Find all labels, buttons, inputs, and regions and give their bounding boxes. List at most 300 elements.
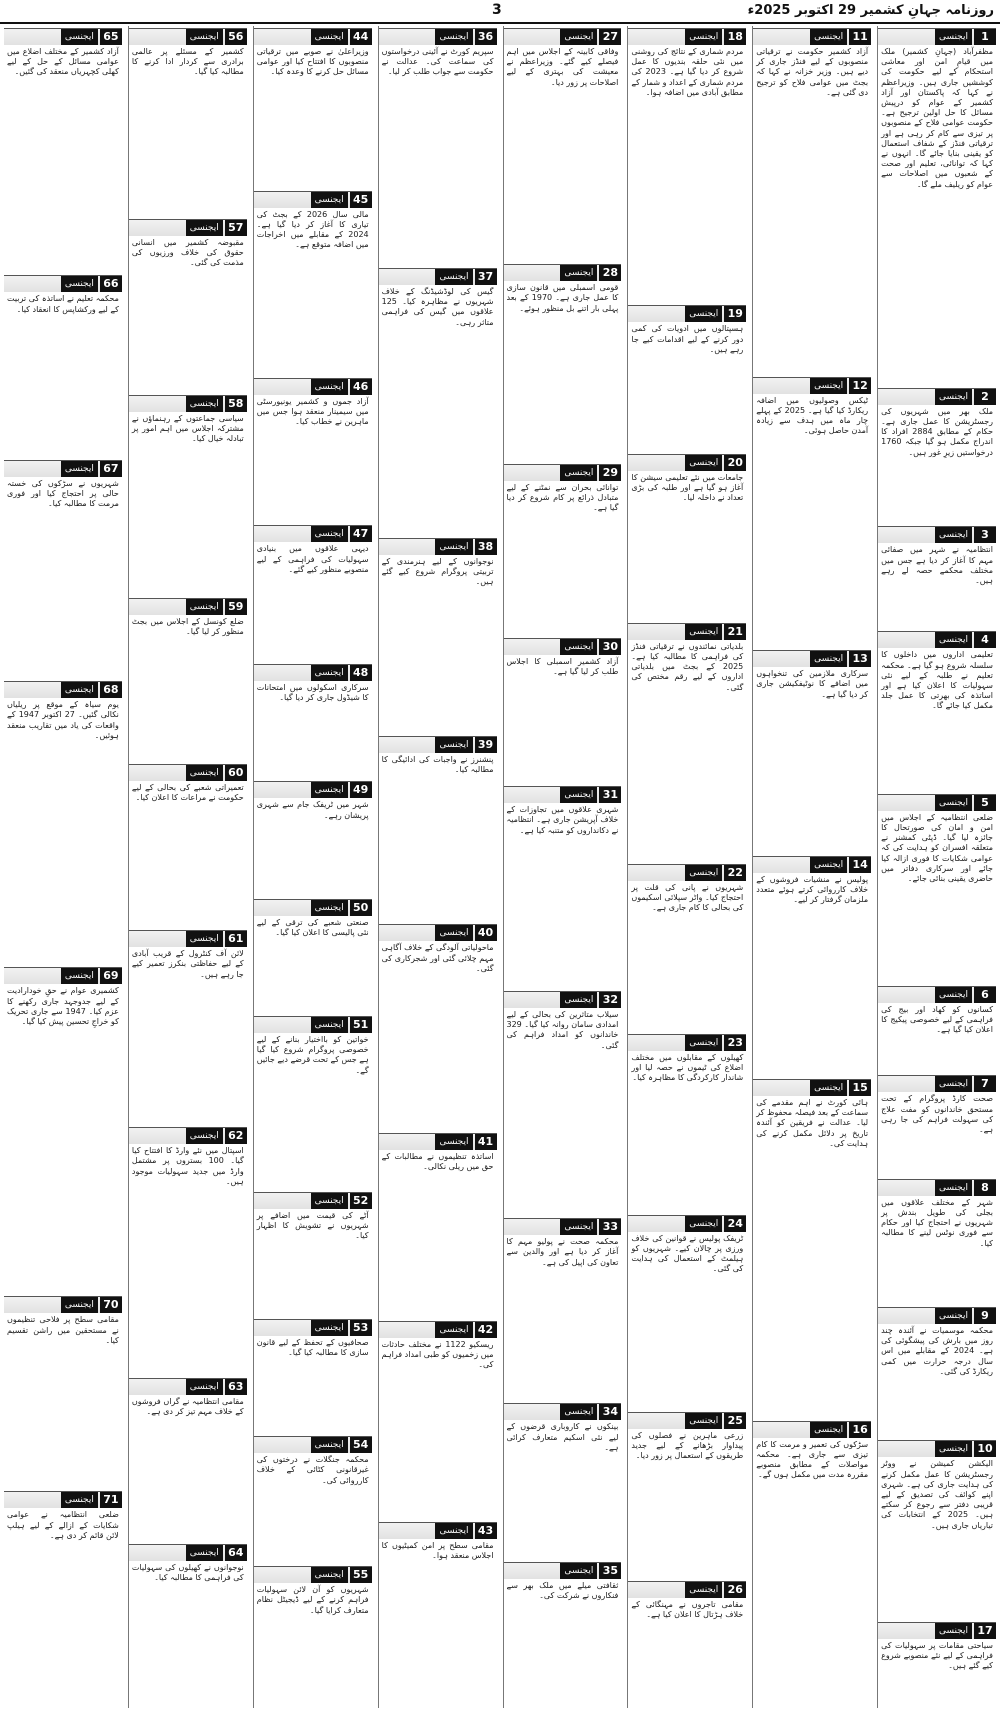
news-item-number: 33 bbox=[599, 1219, 621, 1235]
news-item-number: 47 bbox=[350, 526, 372, 542]
news-item-number: 55 bbox=[350, 1567, 372, 1583]
news-item-tag: ایجنسی bbox=[935, 987, 972, 1003]
news-item-text: سپریم کورٹ نے آئینی درخواستوں کی سماعت کی۔ عدالت نے حکومت سے جواب طلب کر لیا۔ bbox=[381, 47, 494, 77]
news-item-number: 22 bbox=[724, 865, 746, 881]
news-item-text: وزیراعلیٰ نے صوبے میں ترقیاتی منصوبوں کا افتتاح کیا اور عوامی مسائل حل کرنے کا وعدہ کیا۔ bbox=[256, 47, 369, 77]
news-item-number: 64 bbox=[225, 1545, 247, 1561]
news-item bbox=[628, 1213, 746, 1410]
news-item-tag: ایجنسی bbox=[935, 29, 972, 45]
news-item-header bbox=[379, 268, 497, 285]
news-item-text: سرکاری اسکولوں میں امتحانات کا شیڈول جاری کر دیا گیا۔ bbox=[256, 683, 369, 703]
news-item-tag: ایجنسی bbox=[810, 1422, 847, 1438]
news-item-header bbox=[628, 623, 746, 640]
news-item bbox=[504, 784, 622, 989]
news-item-text: الیکشن کمیشن نے ووٹر رجسٹریشن کا عمل مکمل کرنے کی ہدایت جاری کی ہے۔ شہری اپنے کوائف کی تصدیق کے لیے قریبی دفتر سے رجوع کر سکتے ہیں۔ 2025 کے انتخابات کی تیاریاں جاری ہیں۔ bbox=[881, 1459, 994, 1530]
news-item bbox=[628, 1579, 746, 1708]
masthead bbox=[0, 0, 1000, 24]
news-item-tag: ایجنسی bbox=[186, 1379, 223, 1395]
news-item-number: 41 bbox=[475, 1134, 497, 1150]
news-item-text: محکمہ جنگلات نے درختوں کی غیرقانونی کٹائی کے خلاف کارروائی کی۔ bbox=[256, 1455, 369, 1485]
news-item-number: 58 bbox=[225, 396, 247, 412]
news-item-number: 2 bbox=[974, 389, 996, 405]
news-item-text: یوم سیاہ کے موقع پر ریلیاں نکالی گئیں۔ 27 اکتوبر 1947 کے واقعات کی یاد میں تقاریب منعقد ہوئیں۔ bbox=[7, 700, 119, 740]
news-item-text: ریسکیو 1122 نے مختلف حادثات میں زخمیوں کو طبی امداد فراہم کی۔ bbox=[381, 1339, 494, 1370]
news-item-text: ملک بھر میں شہریوں کی رجسٹریشن کا عمل جاری ہے۔ حکام کے مطابق 2884 افراد کا اندراج مکمل ہو گیا جبکہ 1760 درخواستیں زیرِ غور ہیں۔ bbox=[881, 406, 994, 457]
news-item-number: 61 bbox=[225, 931, 247, 947]
news-item-header bbox=[254, 664, 372, 681]
news-item-text: دیہی علاقوں میں بنیادی سہولیات کی فراہمی کے لیے منصوبے منظور کیے گئے۔ bbox=[256, 544, 369, 574]
news-item-header bbox=[504, 638, 622, 655]
news-item-header bbox=[504, 786, 622, 803]
news-item-text: سرکاری ملازمین کی تنخواہوں میں اضافے کا نوٹیفکیشن جاری کر دیا گیا ہے۔ bbox=[756, 669, 869, 699]
news-item-number: 32 bbox=[599, 992, 621, 1008]
news-item-header bbox=[379, 538, 497, 555]
news-item-text: صحافیوں کے تحفظ کے لیے قانون سازی کا مطالبہ کیا گیا۔ bbox=[256, 1337, 369, 1358]
news-item-tag: ایجنسی bbox=[560, 1219, 597, 1235]
news-item-text: آٹے کی قیمت میں اضافے پر شہریوں نے تشویش کا اظہار کیا۔ bbox=[256, 1210, 369, 1240]
news-item-number: 69 bbox=[100, 968, 122, 984]
news-item-tag: ایجنسی bbox=[935, 1308, 972, 1324]
news-item-header bbox=[753, 1079, 871, 1096]
news-item-tag: ایجنسی bbox=[311, 665, 348, 681]
news-item-header bbox=[878, 388, 996, 405]
news-item-text: شہر میں ٹریفک جام سے شہری پریشان رہے۔ bbox=[256, 800, 369, 820]
news-item bbox=[254, 376, 372, 524]
news-item-header bbox=[878, 1075, 996, 1092]
news-item-tag: ایجنسی bbox=[810, 857, 847, 873]
news-item-tag: ایجنسی bbox=[560, 992, 597, 1008]
news-item-text: کسانوں کو کھاد اور بیج کی فراہمی کے لیے خصوصی پیکیج کا اعلان کیا گیا ہے۔ bbox=[881, 1005, 993, 1035]
news-item-tag: ایجنسی bbox=[311, 1193, 348, 1209]
news-item bbox=[129, 26, 247, 217]
news-item-tag: ایجنسی bbox=[810, 29, 847, 45]
news-item-tag: ایجنسی bbox=[435, 269, 472, 285]
news-item-header bbox=[878, 1307, 996, 1324]
news-item-text: شہریوں کو آن لائن سہولیات فراہم کرنے کے لیے ڈیجیٹل نظام متعارف کرایا گیا۔ bbox=[256, 1585, 369, 1615]
news-item-tag: ایجنسی bbox=[810, 651, 847, 667]
news-item-text: صنعتی شعبے کی ترقی کے لیے نئی پالیسی کا اعلان کیا گیا۔ bbox=[256, 917, 369, 937]
news-item-tag: ایجنسی bbox=[560, 1404, 597, 1420]
news-item bbox=[4, 273, 122, 458]
news-item-text: ثقافتی میلے میں ملک بھر سے فنکاروں نے شرکت کی۔ bbox=[506, 1580, 619, 1600]
news-item-number: 37 bbox=[475, 269, 497, 285]
news-item bbox=[379, 1131, 497, 1319]
news-item bbox=[504, 26, 622, 262]
news-item-tag: ایجنسی bbox=[61, 968, 98, 984]
news-item-text: مالی سال 2026 کے بجٹ کی تیاری کا آغاز کر دیا گیا ہے۔ 2024 کے مقابلے میں اخراجات میں اضافہ متوقع ہے۔ bbox=[256, 209, 369, 250]
news-item-tag: ایجنسی bbox=[61, 1297, 98, 1313]
news-item-number: 4 bbox=[974, 632, 996, 648]
news-item-number: 67 bbox=[100, 461, 122, 477]
news-item bbox=[4, 1294, 122, 1489]
news-item-number: 14 bbox=[849, 857, 871, 873]
news-item-tag: ایجنسی bbox=[685, 1582, 722, 1598]
news-item-number: 27 bbox=[599, 29, 621, 45]
news-item bbox=[628, 1410, 746, 1579]
news-item-tag: ایجنسی bbox=[186, 396, 223, 412]
news-item-number: 44 bbox=[350, 29, 372, 45]
news-item-text: اساتذہ تنظیموں نے مطالبات کے حق میں ریلی نکالی۔ bbox=[381, 1151, 494, 1171]
news-item-header bbox=[379, 924, 497, 941]
news-item-text: شہریوں نے پانی کی قلت پر احتجاج کیا۔ واٹر سپلائی اسکیموں کی بحالی کا کام جاری ہے۔ bbox=[631, 882, 744, 912]
news-item-text: ٹیکس وصولیوں میں اضافہ ریکارڈ کیا گیا ہے۔ 2025 کے پہلے چار ماہ میں ہدف سے زیادہ آمدن حاصل ہوئی۔ bbox=[756, 395, 869, 436]
news-item-header bbox=[254, 525, 372, 542]
news-item-header bbox=[878, 526, 996, 543]
news-item bbox=[878, 26, 996, 386]
news-item-text: ضلعی انتظامیہ نے عوامی شکایات کے ازالے کے لیے ہیلپ لائن قائم کر دی ہے۔ bbox=[7, 1510, 119, 1540]
news-item-text: سیاحتی مقامات پر سہولیات کی فراہمی کے لیے نئے منصوبے شروع کیے گئے ہیں۔ bbox=[881, 1640, 993, 1671]
news-item bbox=[4, 1489, 122, 1708]
news-item-number: 38 bbox=[475, 539, 497, 555]
news-item bbox=[4, 965, 122, 1294]
news-item bbox=[878, 1620, 996, 1708]
news-item-header bbox=[628, 1034, 746, 1051]
news-item-tag: ایجنسی bbox=[685, 624, 722, 640]
news-item bbox=[504, 989, 622, 1216]
news-item-text: کھیلوں کے مقابلوں میں مختلف اضلاع کی ٹیموں نے حصہ لیا اور شاندار کارکردگی کا مظاہرہ کیا۔ bbox=[631, 1053, 744, 1083]
news-item-header bbox=[129, 930, 247, 947]
news-item-text: محکمہ صحت نے پولیو مہم کا آغاز کر دیا ہے اور والدین سے تعاون کی اپیل کی ہے۔ bbox=[506, 1237, 619, 1267]
news-item-text: مقبوضہ کشمیر میں انسانی حقوق کی خلاف ورزیوں کی مذمت کی گئی۔ bbox=[131, 237, 244, 268]
news-item bbox=[504, 636, 622, 784]
news-item-header bbox=[254, 1192, 372, 1209]
news-item-tag: ایجنسی bbox=[186, 1545, 223, 1561]
news-item-number: 70 bbox=[100, 1297, 122, 1313]
news-item bbox=[753, 854, 871, 1077]
news-item-number: 7 bbox=[974, 1076, 996, 1092]
news-item-header bbox=[878, 986, 996, 1003]
news-item bbox=[379, 266, 497, 536]
news-item-number: 46 bbox=[350, 379, 372, 395]
news-item-header bbox=[129, 1544, 247, 1561]
news-item-text: آزاد کشمیر کے مختلف اضلاع میں عوامی مسائل کے حل کے لیے کھلی کچہریاں منعقد کی گئیں۔ bbox=[7, 47, 119, 77]
news-columns bbox=[4, 26, 996, 1708]
news-item-text: شہری علاقوں میں تجاوزات کے خلاف آپریشن جاری ہے۔ انتظامیہ نے دکانداروں کو متنبہ کیا ہے۔ bbox=[506, 805, 619, 835]
news-item-number: 68 bbox=[100, 682, 122, 698]
news-item-tag: ایجنسی bbox=[810, 1080, 847, 1096]
news-item-number: 12 bbox=[849, 378, 871, 394]
news-item-tag: ایجنسی bbox=[560, 465, 597, 481]
news-item-tag: ایجنسی bbox=[186, 220, 223, 236]
news-item-tag: ایجنسی bbox=[435, 925, 472, 941]
news-item-tag: ایجنسی bbox=[435, 1322, 472, 1338]
news-item-text: وفاقی کابینہ کے اجلاس میں اہم فیصلے کیے گئے۔ وزیراعظم نے معیشت کی بہتری کے لیے اصلاحات پر زور دیا۔ bbox=[506, 47, 619, 87]
news-item-header bbox=[379, 28, 497, 45]
news-item-header bbox=[129, 28, 247, 45]
news-item-text: محکمہ تعلیم نے اساتذہ کی تربیت کے لیے ورکشاپس کا انعقاد کیا۔ bbox=[7, 294, 119, 314]
news-item-text: اسپتال میں نئے وارڈ کا افتتاح کیا گیا۔ 100 بستروں پر مشتمل وارڈ میں جدید سہولیات موجود ہیں۔ bbox=[131, 1146, 244, 1186]
news-item-tag: ایجنسی bbox=[186, 931, 223, 947]
news-item-tag: ایجنسی bbox=[935, 1623, 972, 1639]
news-item bbox=[628, 303, 746, 451]
news-item-header bbox=[504, 1562, 622, 1579]
news-item-number: 1 bbox=[974, 29, 996, 45]
news-item-tag: ایجنسی bbox=[311, 526, 348, 542]
news-item-header bbox=[504, 1403, 622, 1420]
news-item-text: لائن آف کنٹرول کے قریب آبادی کے لیے حفاظتی بنکرز تعمیر کیے جا رہے ہیں۔ bbox=[131, 949, 244, 979]
news-column bbox=[4, 26, 122, 1708]
news-item-tag: ایجنسی bbox=[935, 1441, 972, 1457]
news-item-number: 9 bbox=[974, 1308, 996, 1324]
news-item-header bbox=[4, 1491, 122, 1508]
news-item-tag: ایجنسی bbox=[810, 378, 847, 394]
news-item bbox=[254, 1434, 372, 1564]
news-item-text: شہریوں نے سڑکوں کی خستہ حالی پر احتجاج کیا اور فوری مرمت کا مطالبہ کیا۔ bbox=[7, 479, 119, 509]
news-item-header bbox=[878, 1440, 996, 1457]
news-column bbox=[752, 26, 871, 1708]
news-item-number: 24 bbox=[724, 1216, 746, 1232]
news-item-header bbox=[628, 305, 746, 322]
news-item-text: سڑکوں کی تعمیر و مرمت کا کام تیزی سے جاری ہے۔ محکمہ مواصلات کے مطابق منصوبے مقررہ مدت میں مکمل ہوں گے۔ bbox=[756, 1439, 869, 1480]
news-item bbox=[254, 1190, 372, 1317]
news-item-number: 19 bbox=[724, 306, 746, 322]
news-item-header bbox=[254, 1566, 372, 1583]
news-column bbox=[128, 26, 247, 1708]
news-item-tag: ایجنسی bbox=[311, 1567, 348, 1583]
news-item bbox=[379, 26, 497, 266]
news-item bbox=[878, 792, 996, 984]
news-item-number: 43 bbox=[475, 1523, 497, 1539]
news-item-header bbox=[4, 460, 122, 477]
news-item-header bbox=[753, 856, 871, 873]
news-item-header bbox=[753, 28, 871, 45]
news-item-number: 31 bbox=[599, 787, 621, 803]
news-item-number: 57 bbox=[225, 220, 247, 236]
news-item-header bbox=[4, 28, 122, 45]
news-item-text: کشمیر کے مسئلے پر عالمی برادری سے کردار ادا کرنے کا مطالبہ کیا گیا۔ bbox=[131, 47, 244, 77]
news-item-number: 66 bbox=[100, 276, 122, 292]
news-column bbox=[627, 26, 746, 1708]
news-item-number: 49 bbox=[350, 782, 372, 798]
news-column bbox=[253, 26, 372, 1708]
news-item-number: 35 bbox=[599, 1563, 621, 1579]
news-item-tag: ایجنسی bbox=[560, 1563, 597, 1579]
news-item bbox=[254, 1564, 372, 1708]
news-item bbox=[878, 386, 996, 525]
news-item-text: محکمہ موسمیات نے آئندہ چند روز میں بارش کی پیشگوئی کی ہے۔ 2024 کے مقابلے میں اس سال درجہ حرارت میں کمی ریکارڈ کی گئی۔ bbox=[881, 1325, 994, 1376]
news-item bbox=[129, 762, 247, 928]
news-item bbox=[628, 452, 746, 621]
news-item-header bbox=[4, 967, 122, 984]
news-item-number: 8 bbox=[974, 1180, 996, 1196]
news-item-header bbox=[878, 28, 996, 45]
news-item bbox=[379, 734, 497, 922]
news-item-text: سیاسی جماعتوں کے رہنماؤں نے مشترکہ اجلاس میں اہم امور پر تبادلہ خیال کیا۔ bbox=[131, 413, 244, 444]
news-item-header bbox=[878, 1179, 996, 1196]
news-item bbox=[4, 26, 122, 273]
news-item-text: پولیس نے منشیات فروشوں کے خلاف کارروائی کرتے ہوئے متعدد ملزمان گرفتار کر لیے۔ bbox=[756, 874, 869, 905]
news-item-tag: ایجنسی bbox=[685, 455, 722, 471]
news-item-tag: ایجنسی bbox=[311, 1017, 348, 1033]
news-item-header bbox=[628, 1581, 746, 1598]
news-item-header bbox=[504, 1218, 622, 1235]
news-item bbox=[753, 648, 871, 853]
news-item bbox=[254, 26, 372, 189]
news-item-header bbox=[628, 454, 746, 471]
news-item-header bbox=[129, 395, 247, 412]
news-item-header bbox=[4, 681, 122, 698]
news-item bbox=[753, 375, 871, 649]
news-item-tag: ایجنسی bbox=[935, 389, 972, 405]
news-item-number: 53 bbox=[350, 1320, 372, 1336]
news-item bbox=[129, 596, 247, 762]
news-item bbox=[254, 779, 372, 896]
news-item-number: 15 bbox=[849, 1080, 871, 1096]
news-item-text: زرعی ماہرین نے فصلوں کی پیداوار بڑھانے کے لیے جدید طریقوں کے استعمال پر زور دیا۔ bbox=[631, 1430, 744, 1460]
news-item-text: ہائی کورٹ نے اہم مقدمے کی سماعت کے بعد فیصلہ محفوظ کر لیا۔ عدالت نے فریقین کو آئندہ تاریخ پر دلائل مکمل کرنے کی ہدایت کی۔ bbox=[756, 1097, 869, 1148]
newspaper-title: روزنامہ جہانِ کشمیر 29 اکتوبر 2025ء bbox=[747, 3, 994, 18]
news-item-tag: ایجنسی bbox=[685, 1216, 722, 1232]
news-item bbox=[504, 1401, 622, 1559]
news-item bbox=[379, 1319, 497, 1520]
news-item bbox=[129, 393, 247, 596]
news-item-tag: ایجنسی bbox=[311, 782, 348, 798]
news-item-text: انتظامیہ نے شہر میں صفائی مہم کا آغاز کر دیا ہے جس میں مختلف محکمے حصہ لے رہے ہیں۔ bbox=[881, 545, 993, 586]
news-item-number: 48 bbox=[350, 665, 372, 681]
news-item-text: آزاد جموں و کشمیر یونیورسٹی میں سیمینار منعقد ہوا جس میں ماہرین نے خطاب کیا۔ bbox=[256, 396, 369, 427]
news-item bbox=[504, 262, 622, 461]
news-item-header bbox=[753, 650, 871, 667]
news-item-number: 62 bbox=[225, 1128, 247, 1144]
news-item-tag: ایجنسی bbox=[685, 1413, 722, 1429]
news-item-number: 40 bbox=[475, 925, 497, 941]
news-item-number: 39 bbox=[475, 737, 497, 753]
news-item-tag: ایجنسی bbox=[935, 795, 972, 811]
news-item-tag: ایجنسی bbox=[435, 539, 472, 555]
news-item-header bbox=[129, 764, 247, 781]
news-item-tag: ایجنسی bbox=[186, 29, 223, 45]
news-item-header bbox=[504, 464, 622, 481]
news-item-tag: ایجنسی bbox=[311, 1320, 348, 1336]
news-item-tag: ایجنسی bbox=[560, 265, 597, 281]
news-item-header bbox=[878, 631, 996, 648]
news-item-header bbox=[504, 991, 622, 1008]
news-item-header bbox=[753, 1421, 871, 1438]
news-item-tag: ایجنسی bbox=[186, 599, 223, 615]
news-item-header bbox=[628, 864, 746, 881]
news-item-number: 71 bbox=[100, 1492, 122, 1508]
news-item-tag: ایجنسی bbox=[311, 1437, 348, 1453]
news-item-number: 34 bbox=[599, 1404, 621, 1420]
news-item-number: 51 bbox=[350, 1017, 372, 1033]
news-item-tag: ایجنسی bbox=[186, 765, 223, 781]
news-item-number: 59 bbox=[225, 599, 247, 615]
news-item-text: توانائی بحران سے نمٹنے کے لیے متبادل ذرائع پر کام شروع کر دیا گیا ہے۔ bbox=[506, 482, 619, 512]
news-item bbox=[4, 458, 122, 679]
news-column bbox=[378, 26, 497, 1708]
news-item-text: ضلعی انتظامیہ کے اجلاس میں امن و امان کی صورتحال کا جائزہ لیا گیا۔ ڈپٹی کمشنر نے متعلقہ افسران کو ہدایت کی کہ عوامی شکایات کا فوری ازالہ کیا جائے اور سرکاری دفاتر میں حاضری یقینی بنائی جائے۔ bbox=[881, 812, 993, 884]
news-item-tag: ایجنسی bbox=[61, 461, 98, 477]
news-item-header bbox=[753, 377, 871, 394]
news-item-text: شہر کے مختلف علاقوں میں بجلی کی طویل بندش پر شہریوں نے احتجاج کیا اور حکام سے فوری نوٹس لینے کا مطالبہ کیا۔ bbox=[881, 1197, 993, 1248]
news-item-text: نوجوانوں کے لیے ہنرمندی کے تربیتی پروگرام شروع کیے گئے ہیں۔ bbox=[381, 556, 494, 587]
news-item-tag: ایجنسی bbox=[685, 306, 722, 322]
news-item-number: 13 bbox=[849, 651, 871, 667]
news-item bbox=[504, 462, 622, 636]
news-item-number: 45 bbox=[350, 192, 372, 208]
news-item-text: مقامی سطح پر امن کمیٹیوں کا اجلاس منعقد ہوا۔ bbox=[381, 1540, 494, 1560]
news-item bbox=[753, 1077, 871, 1419]
news-item-number: 10 bbox=[974, 1441, 996, 1457]
news-item-number: 65 bbox=[100, 29, 122, 45]
news-item-header bbox=[254, 28, 372, 45]
news-item-text: مظفرآباد (جہانِ کشمیر) ملک میں قیامِ امن اور معاشی استحکام کے لیے حکومت کی کوششیں جاری ہیں۔ وزیراعظم نے کہا کہ پاکستان اور آزاد کشمیر کے عوام کو درپیش مسائل کا حل اولین ترجیح ہے۔ حکومت عوامی فلاح کے منصوبوں پر تیزی سے کام کر رہی ہے اور ترقیاتی فنڈز کے شفاف استعمال کو یقینی بنایا جائے گا۔ انہوں نے کہا کہ توانائی، تعلیم اور صحت کے شعبوں میں اصلاحات سے عوام کو ریلیف ملے گا۔ bbox=[881, 47, 993, 189]
news-item-tag: ایجنسی bbox=[61, 1492, 98, 1508]
news-item-header bbox=[129, 219, 247, 236]
news-item-text: جامعات میں نئے تعلیمی سیشن کا آغاز ہو گیا ہے اور طلبہ کی بڑی تعداد نے داخلہ لیا۔ bbox=[631, 472, 744, 503]
news-item bbox=[379, 536, 497, 734]
news-item-number: 28 bbox=[599, 265, 621, 281]
news-item-number: 56 bbox=[225, 29, 247, 45]
news-item-text: تعلیمی اداروں میں داخلوں کا سلسلہ شروع ہو گیا ہے۔ محکمہ تعلیم نے طلبہ کے لیے نئی سہولیات کا اعلان کیا ہے اور اساتذہ کی بھرتی کا عمل جلد مکمل کیا جائے گا۔ bbox=[881, 650, 993, 711]
news-item bbox=[129, 1125, 247, 1376]
news-item-text: آزاد کشمیر اسمبلی کا اجلاس طلب کر لیا گیا ہے۔ bbox=[506, 657, 619, 677]
news-column bbox=[503, 26, 622, 1708]
news-item-text: مقامی سطح پر فلاحی تنظیموں نے مستحقین میں راشن تقسیم کیا۔ bbox=[7, 1315, 119, 1345]
news-item-text: صحت کارڈ پروگرام کے تحت مستحق خاندانوں کو مفت علاج کی سہولت فراہم کی جا رہی ہے۔ bbox=[881, 1094, 993, 1135]
news-item-number: 18 bbox=[724, 29, 746, 45]
news-item-text: ہسپتالوں میں ادویات کی کمی دور کرنے کے لیے اقدامات کیے جا رہے ہیں۔ bbox=[631, 324, 744, 354]
news-item-number: 21 bbox=[724, 624, 746, 640]
news-item-tag: ایجنسی bbox=[560, 639, 597, 655]
news-item-number: 52 bbox=[350, 1193, 372, 1209]
news-item bbox=[254, 189, 372, 376]
news-item bbox=[878, 1177, 996, 1305]
news-item-tag: ایجنسی bbox=[935, 632, 972, 648]
news-item-number: 25 bbox=[724, 1413, 746, 1429]
news-item-number: 16 bbox=[849, 1422, 871, 1438]
news-item-tag: ایجنسی bbox=[435, 1523, 472, 1539]
news-item-number: 30 bbox=[599, 639, 621, 655]
news-item-tag: ایجنسی bbox=[935, 1180, 972, 1196]
news-item-header bbox=[379, 1133, 497, 1150]
news-item bbox=[878, 629, 996, 792]
news-item-header bbox=[628, 28, 746, 45]
news-item-text: خواتین کو بااختیار بنانے کے لیے خصوصی پروگرام شروع کیا گیا ہے جس کے تحت قرضے دیے جائیں گے۔ bbox=[256, 1034, 369, 1075]
news-item-tag: ایجنسی bbox=[311, 192, 348, 208]
news-item bbox=[878, 984, 996, 1073]
news-item-number: 60 bbox=[225, 765, 247, 781]
news-item bbox=[878, 1305, 996, 1438]
news-item-header bbox=[379, 1522, 497, 1539]
news-item-header bbox=[129, 598, 247, 615]
news-item-number: 5 bbox=[974, 795, 996, 811]
news-item bbox=[504, 1560, 622, 1708]
news-item-tag: ایجنسی bbox=[61, 29, 98, 45]
news-item-header bbox=[504, 264, 622, 281]
news-item-tag: ایجنسی bbox=[61, 682, 98, 698]
news-item-header bbox=[878, 794, 996, 811]
news-item bbox=[628, 862, 746, 1032]
news-item-text: تعمیراتی شعبے کی بحالی کے لیے حکومت نے مراعات کا اعلان کیا۔ bbox=[131, 783, 244, 803]
news-item-tag: ایجنسی bbox=[311, 29, 348, 45]
news-item-number: 11 bbox=[849, 29, 871, 45]
news-item bbox=[878, 1438, 996, 1619]
news-item-text: پنشنرز نے واجبات کی ادائیگی کا مطالبہ کیا۔ bbox=[381, 755, 494, 775]
news-item-tag: ایجنسی bbox=[560, 787, 597, 803]
news-column bbox=[877, 26, 996, 1708]
news-item-tag: ایجنسی bbox=[61, 276, 98, 292]
news-item-tag: ایجنسی bbox=[435, 29, 472, 45]
news-item-text: مردم شماری کے نتائج کی روشنی میں نئی حلقہ بندیوں کا عمل شروع کر دیا گیا ہے۔ 2023 کی مردم شماری کے اعداد و شمار کے مطابق آبادی میں اضافہ ہوا۔ bbox=[631, 47, 744, 97]
news-item-header bbox=[129, 1127, 247, 1144]
news-item bbox=[4, 679, 122, 965]
news-item bbox=[753, 1419, 871, 1708]
news-item-text: سیلاب متاثرین کی بحالی کے لیے امدادی سامان روانہ کیا گیا۔ 329 خاندانوں کو امداد فراہم کی گئی۔ bbox=[506, 1009, 619, 1050]
news-item bbox=[753, 26, 871, 375]
news-item-text: آزاد کشمیر حکومت نے ترقیاتی منصوبوں کے لیے فنڈز جاری کر دیے ہیں۔ وزیر خزانہ نے کہا کہ بجٹ میں عوامی فلاح کو ترجیح دی گئی ہے۔ bbox=[756, 47, 869, 97]
news-item-number: 20 bbox=[724, 455, 746, 471]
